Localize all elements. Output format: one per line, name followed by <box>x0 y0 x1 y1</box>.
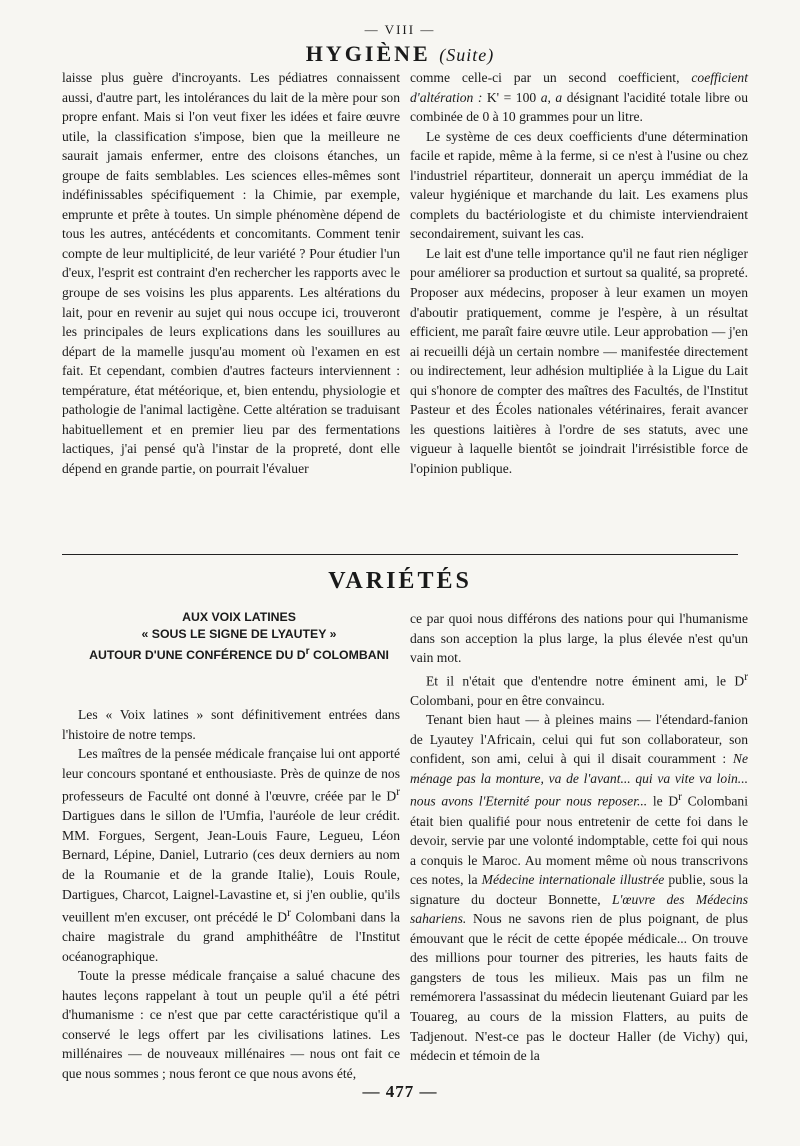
text-run: Et il n'était que d'entendre notre éminent ami, le D <box>426 673 745 689</box>
superscript: r <box>396 786 400 799</box>
hygiene-right-column <box>410 68 748 478</box>
hygiene-right-paragraph: Le système de ces deux coefficients d'une détermination facile et rapide, même à la ferme, si ce n'est à l'usine ou chez l'industriel répartiteur, donnerait un aperçu immédiat de la valeur hygiénique et marchande du lait. Les examens plus complets du bactériologiste et du chimiste interviendraient secondairement, suivant les cas. <box>410 128 748 242</box>
varietes-right-paragraph <box>410 710 748 1065</box>
hygiene-left-column <box>62 68 400 478</box>
roman-page-number: — VIII — <box>364 22 436 37</box>
superscript: r <box>744 670 748 683</box>
text-run: Dartigues dans le sillon de l'Umfia, l'auréole de leur crédit. MM. Forgues, Sergent, Jean-Louis Faure, Legueu, Léon Bernard, Lépine, Daniel, Lutrario (ces deux derniers au nom de la Roumanie et de la grande Italie), Louis Roule, Dartigues, Charcot, Laignel-Lavastine et, si j'en oublie, qu'ils veuillent m'en excuser, ont précédé le D <box>62 808 400 925</box>
text-run: AUTOUR D'UNE CONFÉRENCE DU D <box>89 648 306 663</box>
text-run: , <box>547 89 556 105</box>
article-headline-2: « SOUS LE SIGNE DE LYAUTEY » <box>141 627 337 641</box>
text-run: K' = 100 <box>482 89 541 105</box>
text-run: désignant l'acidité totale libre ou combinée de 0 à 10 grammes pour un litre. <box>410 89 749 125</box>
text-run-italic: coefficient d'altération : <box>410 70 748 105</box>
text-run-italic: Médecine internationale illustrée <box>481 872 665 888</box>
varietes-right-paragraph: ce par quoi nous différons des nations pour qui l'humanisme dans son acception la plus large, la plus élevée n'est qu'un vain mot. <box>410 611 748 666</box>
section-title-text: HYGIÈNE <box>305 41 431 66</box>
hygiene-right-paragraph: Le lait est d'une telle importance qu'il ne faut rien négliger pour améliorer sa production et surtout sa qualité, sa propreté. Proposer aux médecins, proposer à leur examen un moyen d'aboutir pratiquement, comme je l'espère, à un résultat efficient, me paraît faire œuvre utile. Leur approbation — j'en ai recueilli déjà un certain nombre — manifestée directement ou indirectement, leur adhésion multipliée à la Ligue du Lait qui s'honore de compter des maîtres des Facultés, de l'Institut Pasteur et des Écoles nationales vétérinaires, ferait avancer les questions laitières à l'ordre de ses statuts, avec une vigueur à laquelle bientôt se joindrait l'irrésistible force de l'opinion publique. <box>410 245 748 476</box>
article-headline-3 <box>62 643 400 664</box>
varietes-left-paragraph: Toute la presse médicale française a salué chacune des hautes leçons rappelant à tout un peuple qu'il a été pétri d'humanisme : ce n'est que par cette caractéristique qu'il a conservé le legs offert par les civilisations latines. Les millénaires — de nouveaux millénaires — nous ont fait ce que nous sommes ; nous feront ce que nous avons été, <box>62 968 400 1081</box>
text-run: comme celle-ci par un second coefficient, <box>410 70 692 85</box>
article-headline-1: AUX VOIX LATINES <box>182 610 296 624</box>
superscript: r <box>678 791 682 804</box>
variable-a: a <box>540 89 548 105</box>
varietes-left-paragraph: Les « Voix latines » sont définitivement entrées dans l'histoire de notre temps. <box>62 707 400 742</box>
section-title <box>0 41 800 67</box>
varietes-title: VARIÉTÉS <box>328 568 472 594</box>
text-run: publie, sous la signature du docteur Bonnette, <box>410 872 748 907</box>
variable-a: a <box>555 89 563 105</box>
text-run: Les maîtres de la pensée médicale française lui ont apporté leur concours spontané et enthousiaste. Près de quinze de nos professeurs de Faculté ont donné à l'œuvre, créée par le D <box>62 746 400 804</box>
text-run: COLOMBANI <box>309 648 389 663</box>
superscript: r <box>305 646 310 657</box>
text-run: Colombani était bien qualifié pour nous entretenir de cette foi dans le devoir, servie par une volonté indomptable, cette foi qui nous a conquis le Maroc. Au moment même où nous transcrivons ces notes, la <box>410 793 748 888</box>
section-title-suite: (Suite) <box>439 45 495 65</box>
text-run: Colombani dans la chaire magistrale du grand amphithéâtre de l'Institut océanographique. <box>62 909 400 964</box>
varietes-left-paragraph <box>62 744 400 966</box>
text-run: le D <box>647 793 679 809</box>
superscript: r <box>287 907 291 920</box>
varietes-left-column <box>62 609 400 1084</box>
hygiene-right-paragraph <box>410 68 748 127</box>
text-run: Colombani, pour en être convaincu. <box>410 692 605 708</box>
varietes-right-paragraph <box>410 668 748 711</box>
varietes-right-column <box>410 609 748 1066</box>
text-run: Tenant bien haut — à pleines mains — l'étendard-fanion de Lyautey l'Africain, celui qui fut son collaborateur, son confident, son ami, celui à qui il disait couramment : <box>410 712 748 767</box>
section-divider <box>62 554 738 555</box>
text-run: Nous ne savons rien de plus poignant, de plus émouvant que le récit de cette épopée médicale... On trouve des millions pour tourner des pitreries, les hauts faits de gangsters de tous les milieux. Mais pas un film ne remémorera l'assassinat du médecin lieutenant Guiard par les Touareg, au cours de la mission Flatters, au puits de Tadjenout. N'est-ce pas le docteur Haller (de Vichy) qui, médecin et témoin de la <box>410 911 748 1064</box>
text-run-italic: Ne ménage pas la monture, va de l'avant... qui va vite va loin... nous avons l'Eternité pour nous reposer... <box>410 751 748 809</box>
hygiene-left-paragraph: laisse plus guère d'incroyants. Les pédiatres connaissent aussi, d'autre part, les intolérances du lait de la mère pour son propre enfant. Mais si l'on veut fixer les idées et faire œuvre utile, la classification s'impose, bien que la meilleure ne saurait jamais enfermer, entre des cloisons étanches, un groupe de faits semblables. Les sciences elles-mêmes sont indéfinissables spécifiquement : la Chimie, par exemple, emprunte et prête à toutes. Un simple phénomène dépend de tous les autres, antécédents et concomitants. Comment tenir compte de leur multiplicité, de leur variété ? Pour étudier l'un d'eux, l'esprit est contraint d'en rechercher les rapports avec le groupe de ses voisins les plus apparents. Les altérations du lait, pour en revenir au sujet qui nous occupe ici, trouveront les principales de leurs explications dans les souillures au départ de la mamelle jusqu'au moment où l'examen en est fait. Et cependant, combien d'autres facteurs interviennent : température, état météorique, et, bien entendu, physiologie et pathologie de l'animal lactigène. Cette altération se traduisant habituellement et en premier lieu par des fermentations lactiques, j'ai pensé qu'à l'instar de la propreté, dont elle dépend en grande partie, on pourrait l'évaluer <box>62 70 400 476</box>
page-number: — 477 — <box>362 1082 438 1101</box>
text-run-italic: L'œuvre des Médecins sahariens. <box>410 891 748 927</box>
